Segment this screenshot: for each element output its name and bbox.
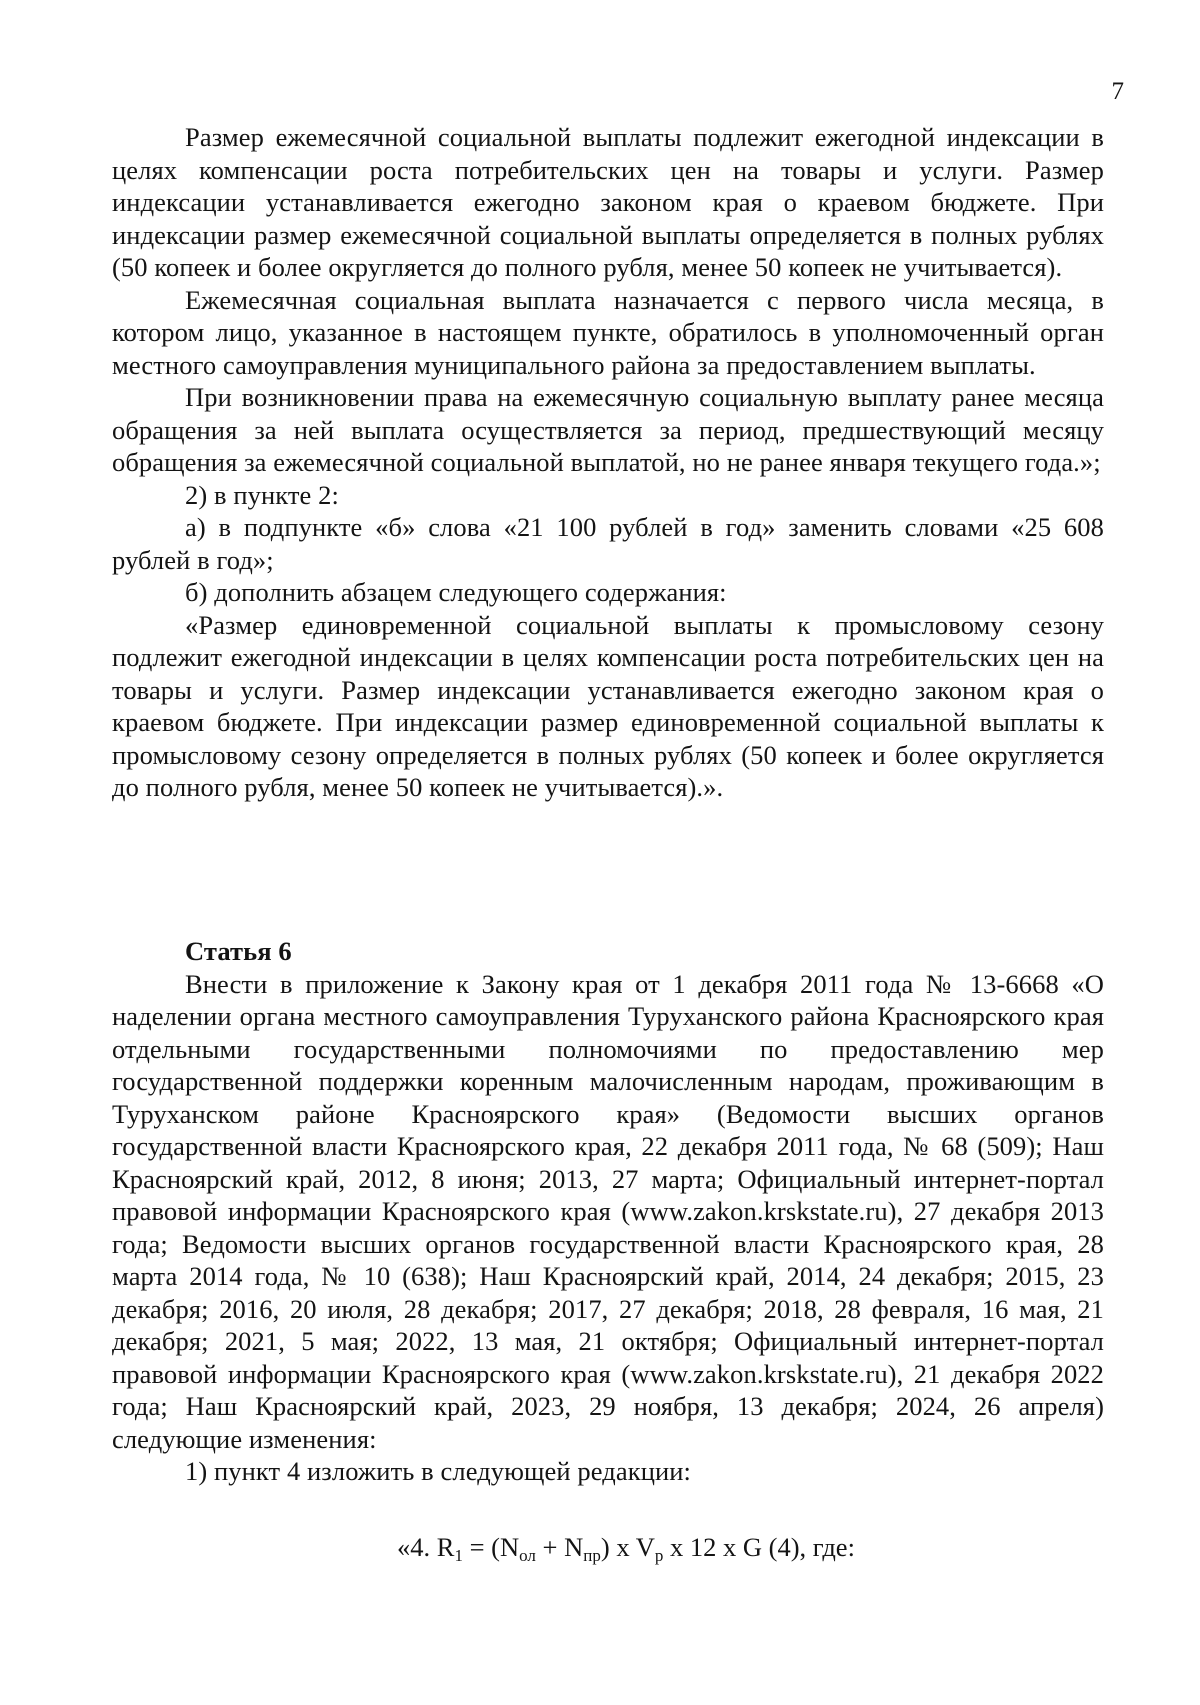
article-heading: Статья 6 (185, 936, 292, 966)
formula-subscript: р (654, 1546, 664, 1565)
formula-part: x 12 x G (4), где: (663, 1532, 855, 1562)
paragraph: Ежемесячная социальная выплата назначается с первого числа месяца, в котором лицо, указанное в настоящем пункте, обратилось в уполномоченный орган местного самоуправления муниципального района за предоставлением выплаты. (112, 284, 1104, 380)
formula-part: ) x V (600, 1532, 655, 1562)
paragraph: Размер ежемесячной социальной выплаты подлежит ежегодной индексации в целях компенсации роста потребительских цен на товары и услуги. Размер индексации устанавливается ежегодно законом края о краевом бюджете. При индексации размер ежемесячной социальной выплаты определяется в полных рублях (50 копеек и более округляется до полного рубля, менее 50 копеек не учитывается). (112, 122, 1104, 282)
formula-subscript: ол (519, 1546, 536, 1565)
paragraph: а) в подпункте «б» слова «21 100 рублей в год» заменить словами «25 608 рублей в год»; (112, 512, 1104, 575)
paragraph: Внести в приложение к Закону края от 1 декабря 2011 года № 13-6668 «О наделении органа местного самоуправления Туруханского района Красноярского края отдельными государственными полномочиями по предоставлению мер государственной поддержки коренным малочисленным народам, проживающим в Туруханском районе Красноярского края» (Ведомости высших органов государственной власти Красноярского края, 22 декабря 2011 года, № 68 (509); Наш Красноярский край, 2012, 8 июня; 2013, 27 марта; Официальный интернет-портал правовой информации Красноярского края (www.zakon.krskstate.ru), 27 декабря 2013 года; Ведомости высших органов государственной власти Красноярского края, 28 марта 2014 года, № 10 (638); Наш Красноярский край, 2014, 24 декабря; 2015, 23 декабря; 2016, 20 июля, 28 декабря; 2017, 27 декабря; 2018, 28 февраля, 16 мая, 21 декабря; 2021, 5 мая; 2022, 13 мая, 21 октября; Официальный интернет-портал правовой информации Красноярского края (www.zakon.krskstate.ru), 21 декабря 2022 года; Наш Красноярский край, 2023, 29 ноября, 13 декабря; 2024, 26 апреля) следующие изменения: (112, 968, 1104, 1454)
paragraph: 1) пункт 4 изложить в следующей редакции: (185, 1456, 691, 1486)
formula-subscript: 1 (454, 1546, 463, 1565)
paragraph: б) дополнить абзацем следующего содержания: (185, 577, 727, 607)
formula-subscript: пр (583, 1546, 601, 1565)
page-number: 7 (1111, 78, 1124, 105)
formula-part: + N (535, 1532, 584, 1562)
formula-part: = (N (462, 1532, 520, 1562)
formula (0, 1532, 1200, 1563)
article-section (112, 935, 1104, 1488)
paragraph: «Размер единовременной социальной выплаты к промысловому сезону подлежит ежегодной индексации в целях компенсации роста потребительских цен на товары и услуги. Размер индексации устанавливается ежегодно законом края о краевом бюджете. При индексации размер единовременной социальной выплаты к промысловому сезону определяется в полных рублях (50 копеек и более округляется до полного рубля, менее 50 копеек не учитывается).». (112, 609, 1104, 802)
paragraph: 2) в пункте 2: (185, 479, 339, 510)
formula-part: «4. R (397, 1532, 455, 1562)
body-text-top (112, 121, 1104, 804)
paragraph: При возникновении права на ежемесячную социальную выплату ранее месяца обращения за ней выплата осуществляется за период, предшествующий месяцу обращения за ежемесячной социальной выплатой, но не ранее января текущего года.»; (112, 382, 1104, 477)
